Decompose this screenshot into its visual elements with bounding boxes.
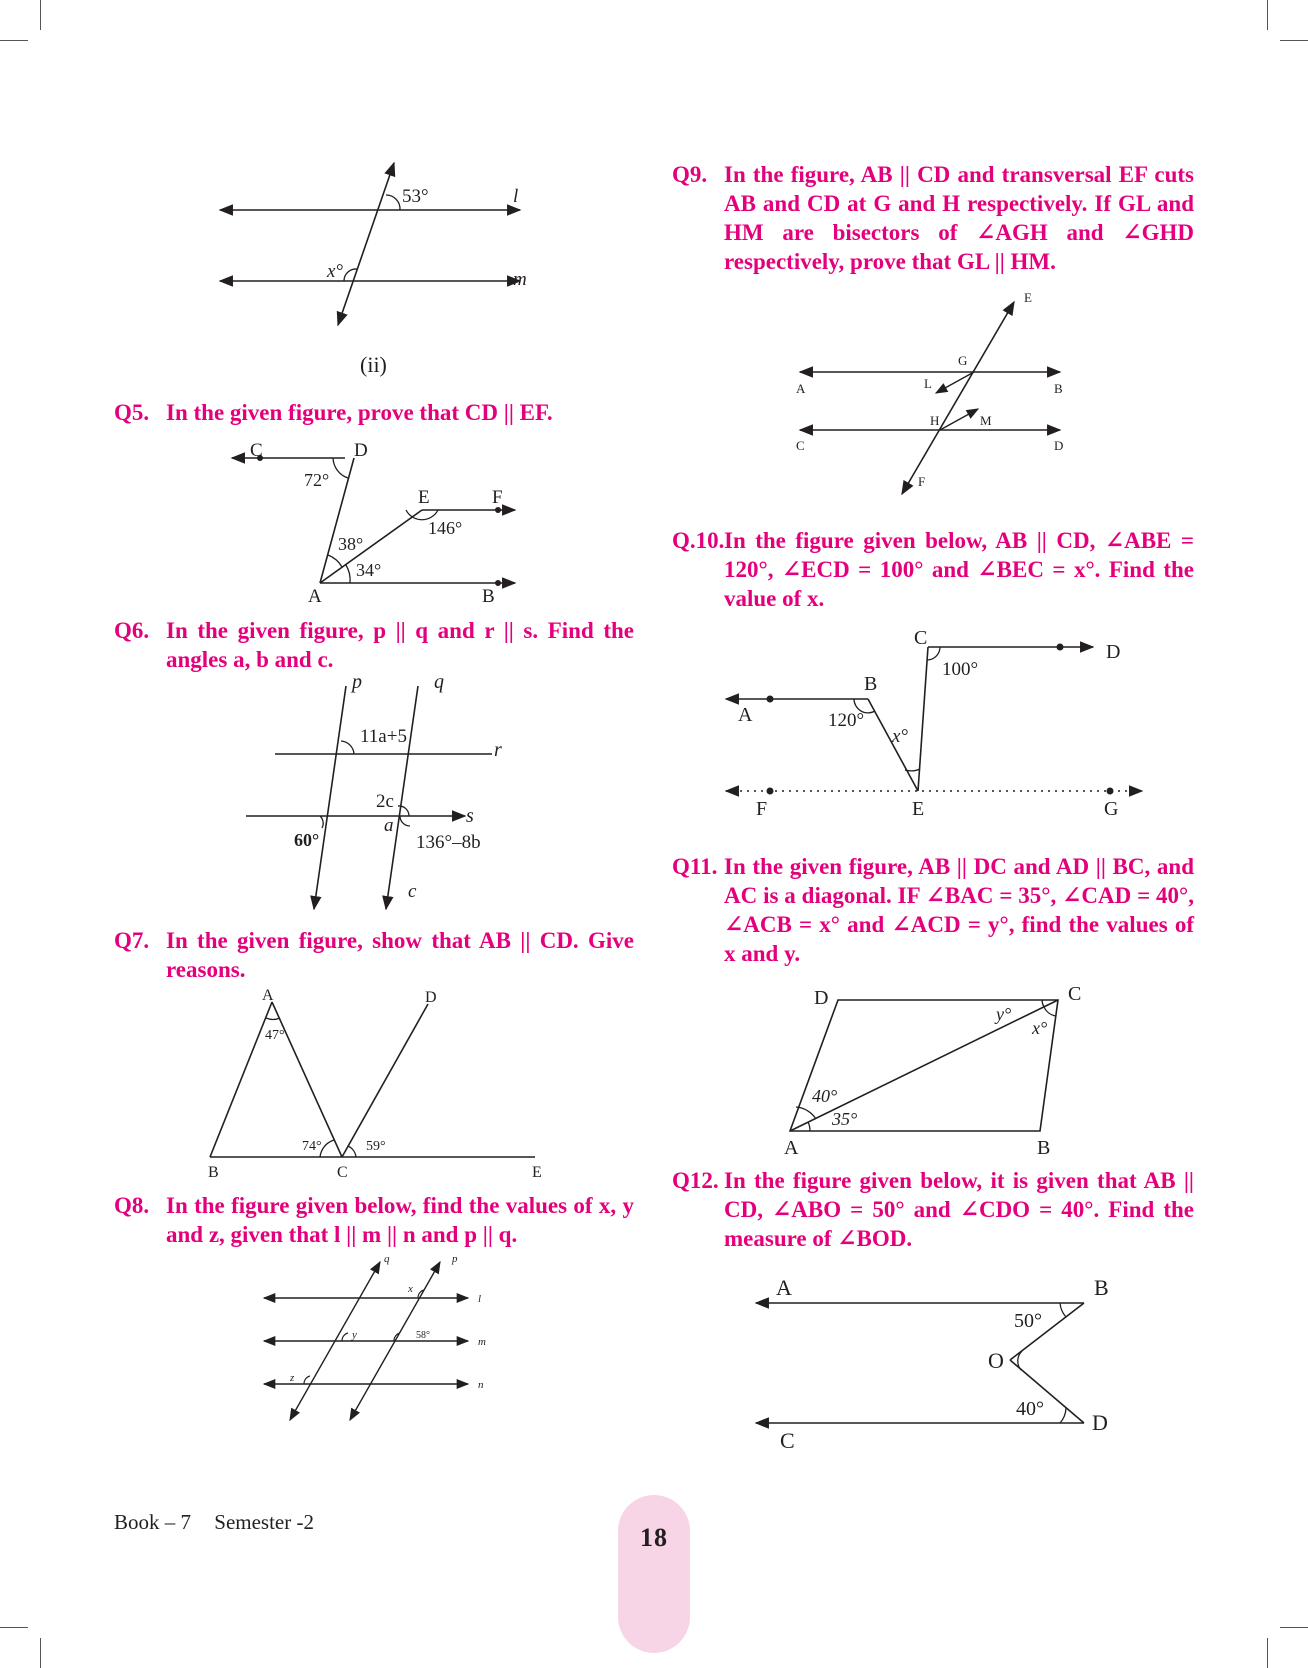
label-D: D	[1106, 641, 1121, 663]
q8-text: In the figure given below, find the values of x, y and z, given that l || m || n and p || q.	[166, 1193, 634, 1247]
question-10	[672, 526, 1194, 613]
label-C: C	[337, 1164, 348, 1181]
q8-number: Q8.	[114, 1193, 150, 1218]
angle-x: x°	[892, 726, 909, 747]
label-C: C	[1068, 983, 1082, 1005]
q12-number: Q12.	[672, 1168, 719, 1193]
book-label: Book – 7	[114, 1510, 192, 1534]
q9-text: In the figure, AB || CD and transversal EF cuts AB and CD at G and H respectively. If GL and HM are bisectors of ∠AGH and ∠GHD respectively, prove that GL || HM.	[724, 162, 1194, 274]
figure-q12	[750, 1270, 1130, 1453]
q10-text: In the figure given below, AB || CD, ∠ABE = 120°, ∠ECD = 100° and ∠BEC = x°. Find the value of x.	[724, 528, 1194, 611]
label-E: E	[1024, 290, 1032, 305]
figure-q8	[258, 1252, 498, 1432]
label-F: F	[756, 798, 768, 820]
angle-34: 34°	[356, 560, 382, 580]
label-D: D	[425, 989, 437, 1006]
expr-11a5: 11a+5	[360, 726, 407, 747]
page-number-badge	[618, 1495, 690, 1653]
angle-x: x	[408, 1283, 413, 1295]
angle-x: x°	[327, 261, 344, 282]
angle-74: 74°	[302, 1139, 322, 1154]
label-A: A	[784, 1137, 799, 1159]
label-r: r	[494, 739, 502, 761]
figure-q5	[220, 440, 540, 610]
semester-label: Semester -2	[214, 1510, 314, 1534]
angle-y: y°	[996, 1004, 1012, 1024]
q5-text: In the given figure, prove that CD || EF.	[166, 400, 553, 425]
label-m: m	[513, 269, 527, 290]
label-q: q	[434, 671, 444, 693]
label-q: q	[384, 1253, 390, 1265]
q10-number: Q.10.	[672, 528, 725, 553]
label-A: A	[308, 586, 322, 607]
q7-number: Q7.	[114, 928, 150, 953]
figure-q7	[200, 987, 560, 1181]
q9-number: Q9.	[672, 162, 708, 187]
expr-2c: 2c	[376, 791, 394, 812]
figure-ii	[200, 155, 560, 335]
label-A: A	[776, 1275, 792, 1300]
label-H: H	[930, 413, 940, 428]
question-9	[672, 160, 1194, 276]
angle-z: z	[290, 1372, 295, 1384]
q12-text: In the figure given below, it is given that AB || CD, ∠ABO = 50° and ∠CDO = 40°. Find the measure of ∠BOD.	[724, 1168, 1194, 1251]
angle-58: 58°	[416, 1330, 430, 1341]
question-6	[114, 616, 634, 674]
label-A: A	[738, 704, 753, 726]
angle-146: 146°	[428, 518, 463, 538]
q11-number: Q11.	[672, 854, 718, 879]
label-E: E	[418, 487, 430, 508]
label-E: E	[912, 798, 925, 820]
label-p: p	[352, 671, 362, 693]
label-A: A	[796, 381, 806, 396]
question-5	[114, 398, 634, 427]
figure-q9	[790, 290, 1090, 500]
label-m: m	[478, 1336, 486, 1348]
angle-35: 35°	[832, 1109, 858, 1129]
label-B: B	[208, 1164, 219, 1181]
label-D: D	[1054, 438, 1064, 453]
label-B: B	[864, 673, 878, 695]
label-F: F	[492, 487, 503, 508]
angle-40: 40°	[1016, 1398, 1044, 1420]
label-F: F	[918, 474, 926, 489]
q6-text: In the given figure, p || q and r || s. Find the angles a, b and c.	[166, 618, 634, 672]
label-L: L	[924, 376, 932, 391]
q11-text: In the given figure, AB || DC and AD || BC, and AC is a diagonal. IF ∠BAC = 35°, ∠CAD = 40°, ∠ACB = x° and ∠ACD = y°, find the values of x and y.	[724, 854, 1194, 966]
angle-59: 59°	[366, 1139, 386, 1154]
angle-50: 50°	[1014, 1310, 1042, 1332]
label-M: M	[980, 413, 992, 428]
angle-120: 120°	[828, 710, 865, 731]
expr-136-8b: 136°–8b	[416, 832, 481, 853]
label-G: G	[1104, 798, 1119, 820]
q6-number: Q6.	[114, 618, 150, 643]
label-c: c	[408, 881, 417, 902]
angle-x: x°	[1032, 1018, 1048, 1038]
label-p: p	[452, 1253, 458, 1265]
angle-72: 72°	[304, 470, 330, 490]
label-B: B	[1037, 1137, 1051, 1159]
label-A: A	[262, 987, 274, 1004]
angle-100: 100°	[942, 659, 979, 680]
figure-q11	[780, 983, 1100, 1159]
caption-ii: (ii)	[360, 352, 387, 377]
question-7	[114, 926, 634, 984]
label-s: s	[466, 805, 474, 827]
angle-53: 53°	[402, 186, 429, 207]
page-number: 18	[640, 1523, 668, 1552]
label-B: B	[482, 586, 495, 607]
label-D: D	[354, 440, 368, 461]
figure-q6	[240, 671, 520, 916]
label-C: C	[780, 1428, 795, 1453]
label-n: n	[478, 1379, 484, 1391]
label-B: B	[1054, 381, 1063, 396]
label-D: D	[814, 987, 829, 1009]
label-G: G	[958, 353, 968, 368]
question-8	[114, 1191, 634, 1249]
angle-40: 40°	[812, 1086, 838, 1106]
angle-y: y	[352, 1329, 357, 1341]
angle-60: 60°	[294, 830, 320, 850]
label-O: O	[988, 1348, 1004, 1373]
q5-number: Q5.	[114, 400, 150, 425]
label-l: l	[513, 186, 519, 207]
label-B: B	[1094, 1275, 1109, 1300]
label-C: C	[914, 627, 928, 649]
angle-47: 47°	[265, 1028, 285, 1043]
label-D: D	[1092, 1410, 1108, 1435]
label-E: E	[532, 1164, 542, 1181]
angle-38: 38°	[338, 534, 364, 554]
label-C: C	[250, 440, 263, 461]
q7-text: In the given figure, show that AB || CD. Give reasons.	[166, 928, 634, 982]
label-l: l	[478, 1293, 482, 1305]
question-12	[672, 1166, 1194, 1253]
label-C: C	[796, 438, 805, 453]
footer	[114, 1510, 332, 1535]
question-11	[672, 852, 1194, 968]
figure-q10	[718, 627, 1158, 820]
label-a: a	[384, 815, 394, 836]
